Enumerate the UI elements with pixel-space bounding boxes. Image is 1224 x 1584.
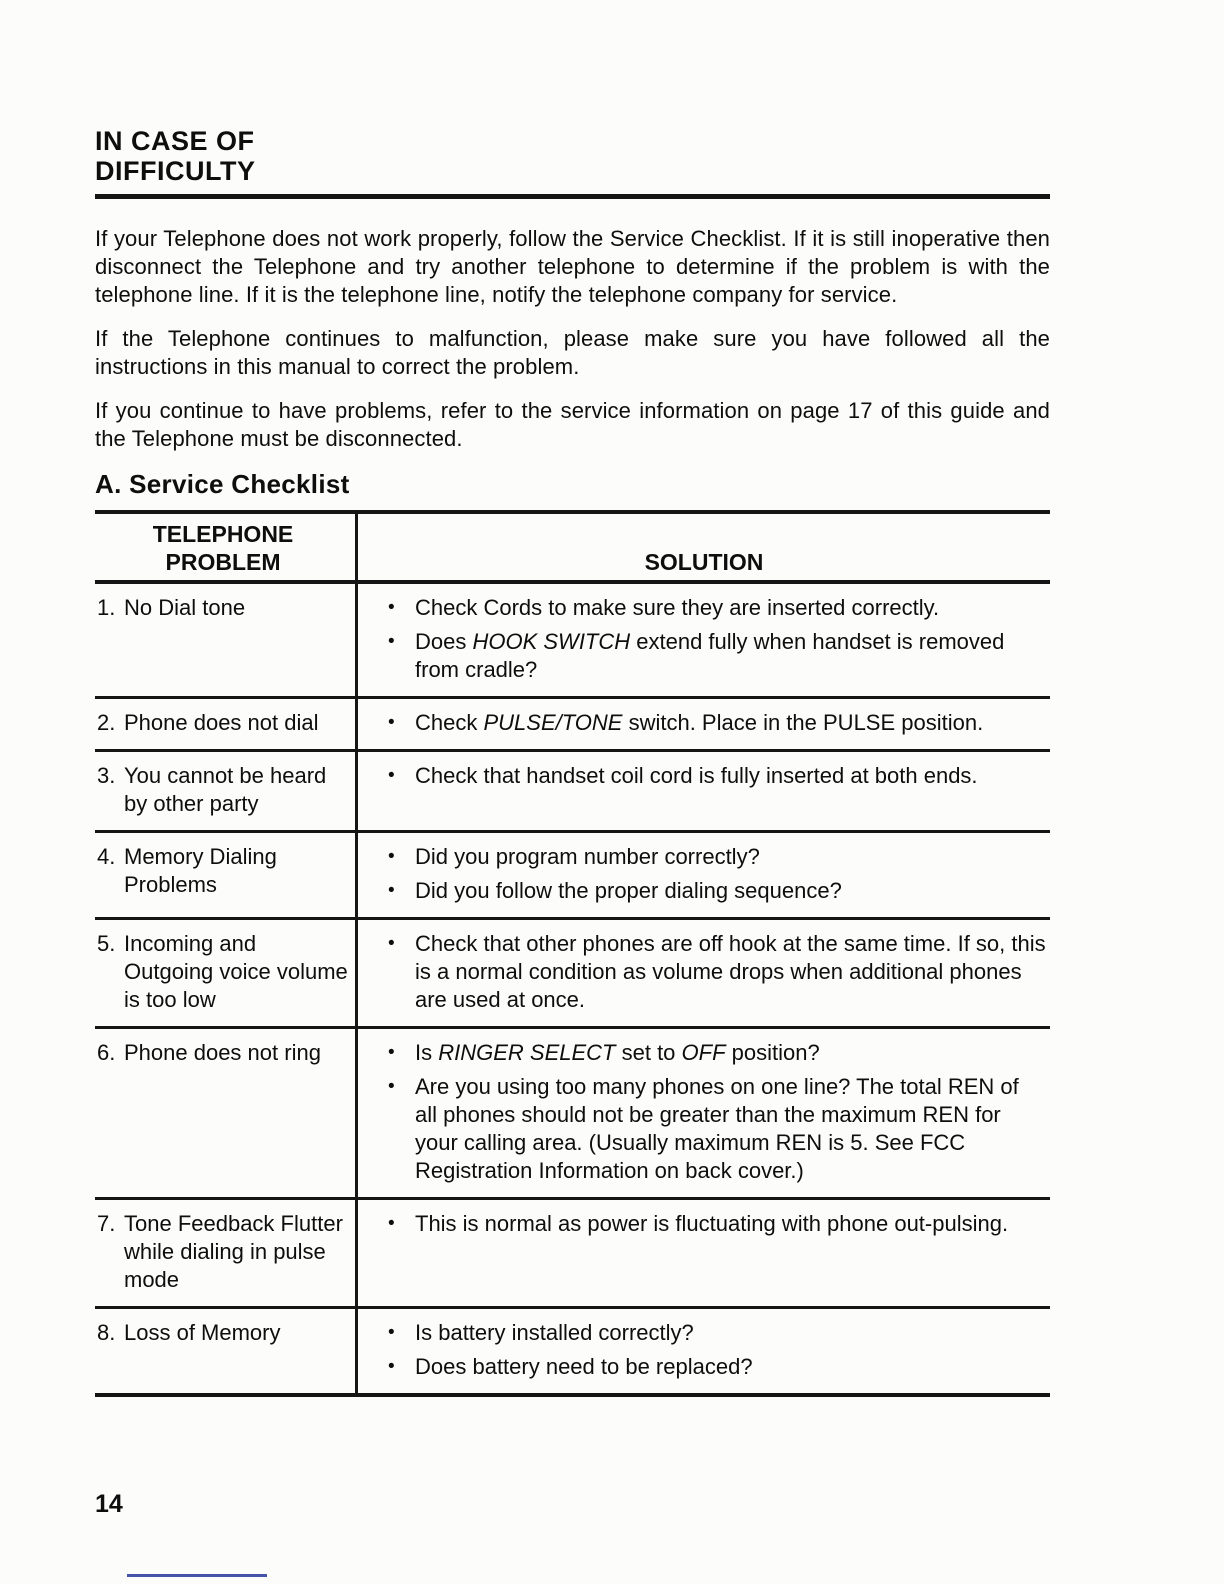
problem-header-line1: TELEPHONE	[152, 521, 294, 547]
service-checklist-table	[95, 510, 1050, 1397]
solution-item	[388, 877, 1046, 905]
solution-text: Does battery need to be replaced?	[415, 1354, 753, 1379]
solution-item	[388, 1073, 1046, 1185]
problem-number: 8.	[97, 1320, 116, 1345]
solution-item	[388, 1210, 1046, 1238]
solution-text: Does HOOK SWITCH extend fully when handset is removed from cradle?	[415, 629, 1005, 682]
solution-item	[388, 1319, 1046, 1347]
solution-header-label: SOLUTION	[644, 549, 764, 575]
solution-text: Check PULSE/TONE switch. Place in the PULSE position.	[415, 710, 984, 735]
problem-header-line2: PROBLEM	[165, 549, 281, 575]
solution-text: Are you using too many phones on one line? The total REN of all phones should not be greater than the maximum REN for your calling area. (Usually maximum REN is 5. See FCC Registration Information on back cover.)	[415, 1074, 1019, 1183]
scan-artifact-line	[127, 1574, 267, 1577]
solution-item	[388, 628, 1046, 684]
table-body	[95, 584, 1050, 1397]
table-row	[95, 920, 1050, 1029]
solution-item	[388, 762, 1046, 790]
solution-cell	[358, 699, 1050, 749]
problem-number: 4.	[97, 844, 116, 869]
page-title-line1: IN CASE OF	[95, 126, 255, 156]
table-row	[95, 1029, 1050, 1200]
problem-cell	[95, 833, 358, 917]
solution-text: Check that other phones are off hook at the same time. If so, this is a normal condition as volume drops when additional phones are used at once.	[415, 931, 1046, 1012]
solution-cell	[358, 833, 1050, 917]
problem-cell	[95, 1309, 358, 1393]
bullet-icon: •	[388, 1213, 395, 1234]
solution-item	[388, 1039, 1046, 1067]
solution-text: Did you program number correctly?	[415, 844, 760, 869]
solution-item	[388, 594, 1046, 622]
section-title: A. Service Checklist	[95, 469, 350, 499]
problem-text: Loss of Memory	[124, 1320, 281, 1345]
bullet-icon: •	[388, 712, 395, 733]
heading-rule	[95, 194, 1050, 199]
solution-item	[388, 1353, 1046, 1381]
table-row	[95, 699, 1050, 752]
problem-text: Memory Dialing Problems	[124, 844, 277, 897]
intro-paragraph-1: If your Telephone does not work properly, follow the Service Checklist. If it is still inoperative then disconnect the Telephone and try another telephone to determine if the problem is with the telephone line. If it is the telephone line, notify the telephone company for service.	[95, 226, 1050, 307]
solution-cell	[358, 920, 1050, 1026]
problem-text: Incoming and Outgoing voice volume is too low	[124, 931, 348, 1012]
bullet-icon: •	[388, 933, 395, 954]
bullet-icon: •	[388, 597, 395, 618]
intro-paragraph-3: If you continue to have problems, refer to the service information on page 17 of this guide and the Telephone must be disconnected.	[95, 398, 1050, 451]
problem-column-header	[95, 514, 358, 580]
problem-text: Phone does not ring	[124, 1040, 321, 1065]
solution-text: Did you follow the proper dialing sequence?	[415, 878, 842, 903]
problem-number: 3.	[97, 763, 116, 788]
table-row	[95, 1200, 1050, 1309]
table-row	[95, 833, 1050, 920]
problem-text: You cannot be heard by other party	[124, 763, 327, 816]
problem-cell	[95, 920, 358, 1026]
problem-number: 6.	[97, 1040, 116, 1065]
solution-cell	[358, 1309, 1050, 1393]
page-title	[95, 126, 1050, 186]
solution-cell	[358, 1200, 1050, 1306]
page-number: 14	[95, 1490, 123, 1518]
bullet-icon: •	[388, 1076, 395, 1097]
solution-cell	[358, 752, 1050, 830]
problem-cell	[95, 699, 358, 749]
problem-number: 1.	[97, 595, 116, 620]
problem-cell	[95, 752, 358, 830]
solution-item	[388, 843, 1046, 871]
table-row	[95, 752, 1050, 833]
bullet-icon: •	[388, 880, 395, 901]
solution-cell	[358, 584, 1050, 696]
bullet-icon: •	[388, 765, 395, 786]
intro-paragraph-2: If the Telephone continues to malfunction, please make sure you have followed all the instructions in this manual to correct the problem.	[95, 326, 1050, 379]
solution-item	[388, 709, 1046, 737]
solution-text: Is RINGER SELECT set to OFF position?	[415, 1040, 820, 1065]
problem-number: 7.	[97, 1211, 116, 1236]
problem-number: 2.	[97, 710, 116, 735]
bullet-icon: •	[388, 1356, 395, 1377]
bullet-icon: •	[388, 631, 395, 652]
problem-text: No Dial tone	[124, 595, 246, 620]
bullet-icon: •	[388, 1322, 395, 1343]
problem-cell	[95, 1200, 358, 1306]
problem-text: Tone Feedback Flutter while dialing in pulse mode	[124, 1211, 343, 1292]
solution-text: This is normal as power is fluctuating with phone out-pulsing.	[415, 1211, 1009, 1236]
solution-column-header	[358, 514, 1050, 580]
solution-cell	[358, 1029, 1050, 1197]
problem-number: 5.	[97, 931, 116, 956]
bullet-icon: •	[388, 846, 395, 867]
problem-text: Phone does not dial	[124, 710, 319, 735]
bullet-icon: •	[388, 1042, 395, 1063]
problem-cell	[95, 584, 358, 696]
table-row	[95, 584, 1050, 699]
solution-text: Check Cords to make sure they are inserted correctly.	[415, 595, 940, 620]
problem-cell	[95, 1029, 358, 1197]
solution-item	[388, 930, 1046, 1014]
table-header-row	[95, 514, 1050, 584]
page-title-line2: DIFFICULTY	[95, 156, 256, 186]
table-row	[95, 1309, 1050, 1397]
solution-text: Check that handset coil cord is fully inserted at both ends.	[415, 763, 978, 788]
solution-text: Is battery installed correctly?	[415, 1320, 694, 1345]
